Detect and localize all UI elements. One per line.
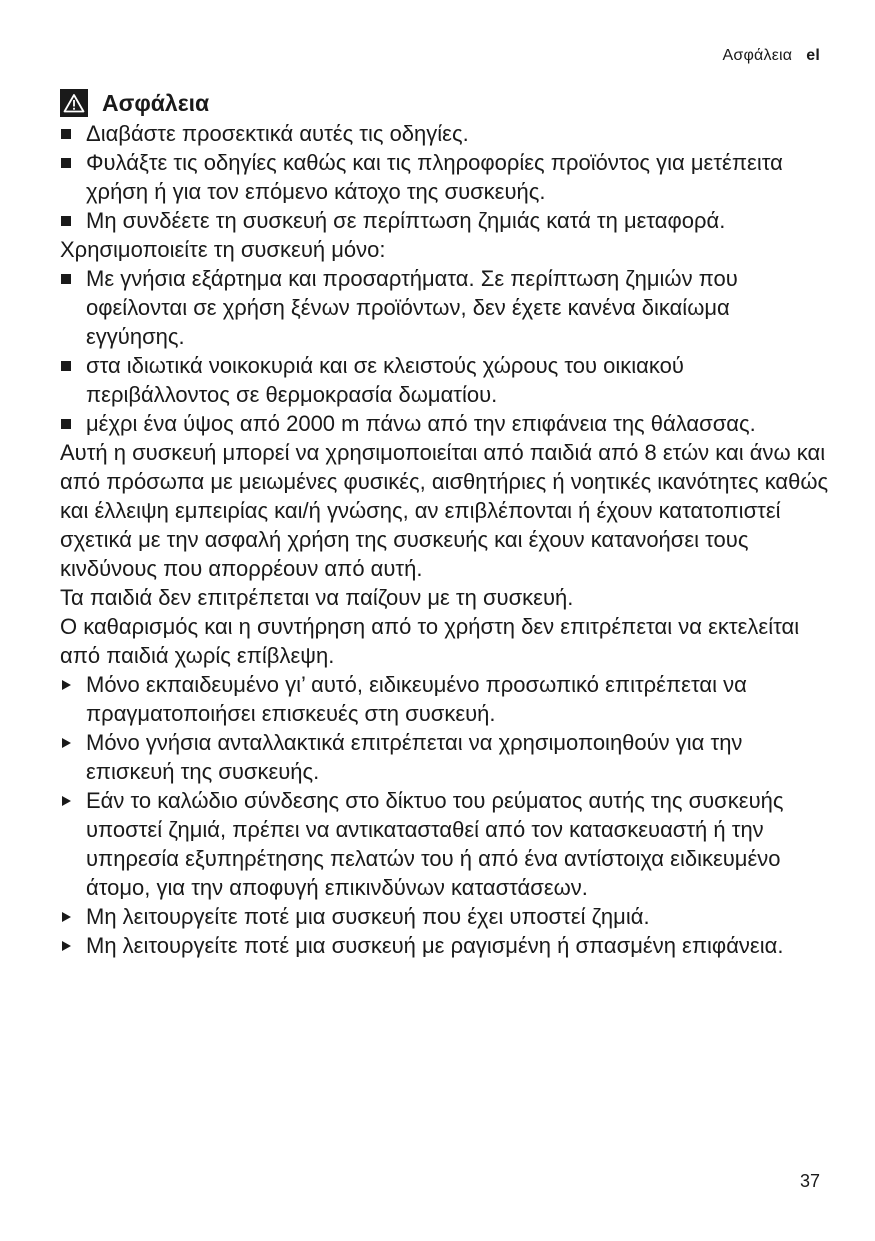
page-number: 37 xyxy=(799,1171,820,1191)
list-item xyxy=(60,148,830,206)
square-bullet-icon xyxy=(61,216,71,226)
safety-section xyxy=(60,88,830,960)
list-item-text: στα ιδιωτικά νοικοκυριά και σε κλειστούς χώρους του οικιακού περιβάλλοντος σε θερμοκρασία δωματίου. xyxy=(86,353,684,407)
action-item-text: Μη λειτουργείτε ποτέ μια συσκευή που έχει υποστεί ζημιά. xyxy=(86,904,650,929)
square-bullet-icon xyxy=(61,158,71,168)
children-paragraph: Αυτή η συσκευή μπορεί να χρησιμοποιείται από παιδιά από 8 ετών και άνω και από πρόσωπα με μειωμένες φυσικές, αισθητήριες ή νοητικές ικανότητες καθώς και έλλειψη εμπειρίας και/ή γνώσης, αν επιβλέπονται ή έχουν κατατοπιστεί σχετικά με την ασφαλή χρήση της συσκευής και έχουν κατανοήσει τους κινδύνους που απορρέουν από αυτή. xyxy=(60,440,829,581)
square-bullet-icon xyxy=(61,361,71,371)
action-item-text: Εάν το καλώδιο σύνδεσης στο δίκτυο του ρεύματος αυτής της συσκευής υποστεί ζημιά, πρέπει να αντικατασταθεί από τον κατασκευαστή ή την υπηρεσία εξυπηρέτησης πελατών του ή από ένα αντίστοιχα ειδικευμένο άτομο, για την αποφυγή επικινδύνων καταστάσεων. xyxy=(86,788,784,900)
action-item xyxy=(60,902,830,931)
triangle-bullet-icon xyxy=(62,941,71,951)
action-item xyxy=(60,931,830,960)
list-item xyxy=(60,409,830,438)
square-bullet-icon xyxy=(61,129,71,139)
children-play-paragraph: Τα παιδιά δεν επιτρέπεται να παίζουν με τη συσκευή. xyxy=(60,585,574,610)
action-item-text: Μη λειτουργείτε ποτέ μια συσκευή με ραγισμένη ή σπασμένη επιφάνεια. xyxy=(86,933,784,958)
warning-triangle-icon xyxy=(60,89,88,117)
square-bullet-icon xyxy=(61,419,71,429)
triangle-bullet-icon xyxy=(62,912,71,922)
action-item xyxy=(60,786,830,902)
running-header xyxy=(723,47,820,65)
list-item-text: Με γνήσια εξάρτημα και προσαρτήματα. Σε περίπτωση ζημιών που οφείλονται σε χρήση ξένων προϊόντων, δεν έχετε κανένα δικαίωμα εγγύησης. xyxy=(86,266,738,349)
header-language: el xyxy=(806,47,820,64)
list-item xyxy=(60,119,830,148)
action-item xyxy=(60,670,830,728)
cleaning-paragraph: Ο καθαρισμός και η συντήρηση από το χρήστη δεν επιτρέπεται να εκτελείται από παιδιά χωρίς επίβλεψη. xyxy=(60,614,800,668)
use-only-intro: Χρησιμοποιείτε τη συσκευή μόνο: xyxy=(60,237,386,262)
list-item-text: μέχρι ένα ύψος από 2000 m πάνω από την επιφάνεια της θάλασσας. xyxy=(86,411,756,436)
triangle-bullet-icon xyxy=(62,738,71,748)
square-bullet-icon xyxy=(61,274,71,284)
section-title: Ασφάλεια xyxy=(102,89,210,116)
list-item-text: Διαβάστε προσεκτικά αυτές τις οδηγίες. xyxy=(86,121,469,146)
action-item-text: Μόνο εκπαιδευμένο γι’ αυτό, ειδικευμένο προσωπικό επιτρέπεται να πραγματοποιήσει επισκευές στη συσκευή. xyxy=(86,672,747,726)
header-section: Ασφάλεια xyxy=(722,47,793,64)
list-item xyxy=(60,351,830,409)
list-item xyxy=(60,206,830,235)
list-item-text: Μη συνδέετε τη συσκευή σε περίπτωση ζημιάς κατά τη μεταφορά. xyxy=(86,208,726,233)
list-item xyxy=(60,264,830,351)
action-item-text: Μόνο γνήσια ανταλλακτικά επιτρέπεται να χρησιμοποιηθούν για την επισκευή της συσκευής. xyxy=(86,730,743,784)
triangle-bullet-icon xyxy=(62,680,71,690)
section-heading xyxy=(60,88,830,118)
list-item-text: Φυλάξτε τις οδηγίες καθώς και τις πληροφορίες προϊόντος για μετέπειτα χρήση ή για τον επόμενο κάτοχο της συσκευής. xyxy=(86,150,783,204)
action-item xyxy=(60,728,830,786)
triangle-bullet-icon xyxy=(62,796,71,806)
